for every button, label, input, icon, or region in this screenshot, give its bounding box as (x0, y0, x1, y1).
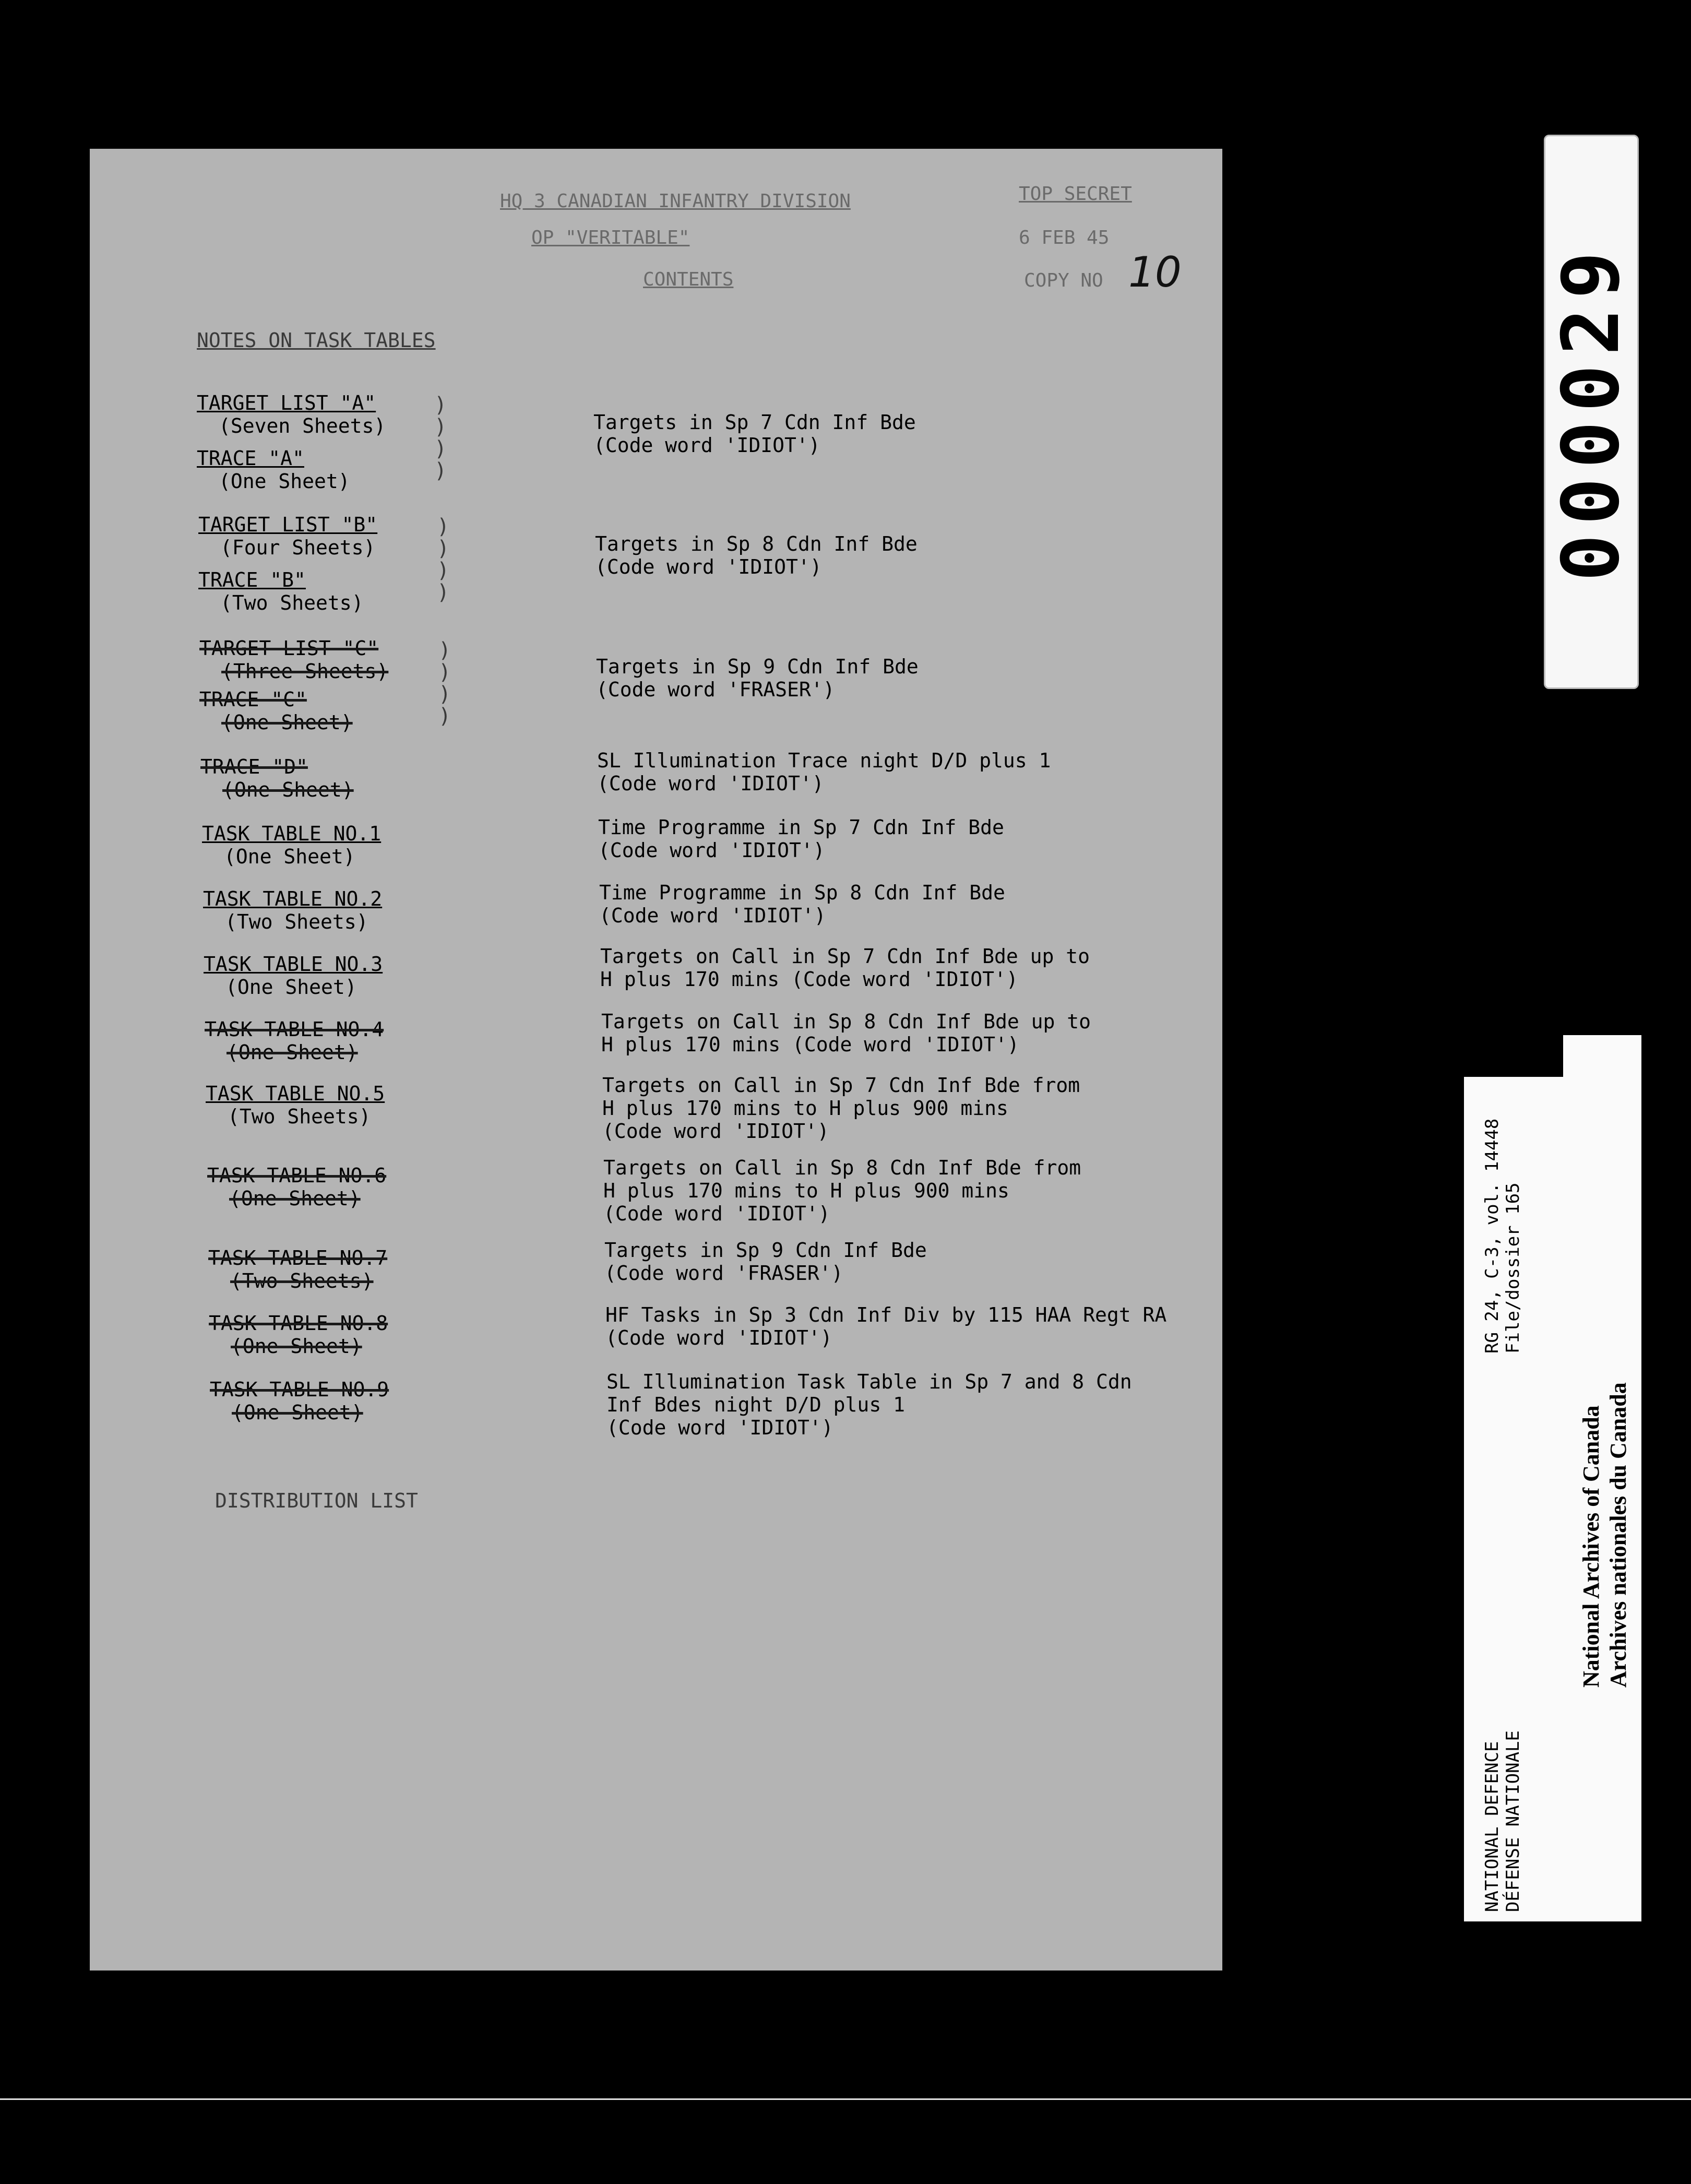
description-line: Inf Bdes night D/D plus 1 (606, 1393, 905, 1416)
trace-b-sheets: (Two Sheets) (220, 591, 364, 614)
target-list-b-sheets: (Four Sheets) (220, 536, 376, 559)
description-line: H plus 170 mins to H plus 900 mins (603, 1179, 1009, 1202)
description-line: Targets on Call in Sp 7 Cdn Inf Bde from (602, 1074, 1080, 1097)
entry-task-table-6 (207, 1164, 479, 1210)
description-line: SL Illumination Trace night D/D plus 1 (597, 749, 1051, 772)
archives-name-fr: Archives nationales du Canada (1605, 1382, 1631, 1688)
description-line: (Code word 'IDIOT') (593, 434, 820, 457)
entry-task-table-2-description (599, 881, 1225, 927)
entry-task-table-5 (206, 1082, 477, 1128)
description-line: (Code word 'IDIOT') (598, 839, 825, 862)
frame-number-stamp (1544, 135, 1639, 689)
description-line: (Code word 'IDIOT') (597, 772, 824, 795)
entry-task-table-2 (203, 887, 474, 933)
description-line: (Code word 'IDIOT') (595, 555, 822, 578)
entry-sheets: (One Sheet) (229, 1187, 361, 1210)
entry-task-table-1 (202, 822, 473, 868)
description-line: H plus 170 mins (Code word 'IDIOT') (600, 968, 1018, 991)
group-a-description (593, 411, 1220, 457)
entry-task-table-7 (208, 1247, 480, 1292)
frame-number: 000029 (1546, 242, 1637, 581)
entry-name: TASK TABLE NO.3 (204, 953, 383, 976)
department-line-1: NATIONAL DEFENCE (1482, 1741, 1503, 1912)
description-line: Targets in Sp 8 Cdn Inf Bde (595, 532, 918, 555)
description-line: Targets in Sp 9 Cdn Inf Bde (596, 655, 919, 678)
department-line-2: DÉFENSE NATIONALE (1503, 1730, 1523, 1912)
distribution-list-heading: DISTRIBUTION LIST (215, 1489, 418, 1512)
target-list-c-sheets: (Three Sheets) (221, 660, 389, 683)
group-c-description (596, 655, 1222, 701)
description-line: Targets in Sp 9 Cdn Inf Bde (604, 1239, 927, 1262)
reference-line-1: RG 24, C-3, vol. 14448 (1482, 1118, 1503, 1354)
entry-name: TRACE "D" (200, 755, 308, 778)
description-line: (Code word 'FRASER') (596, 678, 835, 701)
trace-a: TRACE "A" (197, 447, 304, 470)
target-list-c: TARGET LIST "C" (199, 637, 379, 660)
description-line: (Code word 'FRASER') (604, 1262, 843, 1285)
frame-divider-line (0, 2098, 1691, 2100)
target-list-a-sheets: (Seven Sheets) (219, 414, 386, 437)
entry-name: TASK TABLE NO.8 (209, 1312, 388, 1335)
description-line: SL Illumination Task Table in Sp 7 and 8 Cdn (606, 1370, 1132, 1393)
trace-c-sheets: (One Sheet) (221, 711, 353, 734)
archives-name-en: National Archives of Canada (1578, 1405, 1604, 1688)
document-sheet (90, 149, 1222, 1971)
contents-title: CONTENTS (643, 269, 734, 290)
entry-name: TASK TABLE NO.2 (203, 887, 383, 910)
entry-task-table-9 (210, 1378, 481, 1424)
target-list-a: TARGET LIST "A" (197, 391, 376, 414)
trace-a-sheets: (One Sheet) (219, 470, 350, 493)
entry-task-table-9-description (606, 1370, 1233, 1439)
entry-task-table-6-description (603, 1156, 1230, 1225)
description-line: Targets on Call in Sp 8 Cdn Inf Bde from (603, 1156, 1081, 1179)
target-list-b: TARGET LIST "B" (198, 513, 378, 536)
description-line: (Code word 'IDIOT') (605, 1326, 832, 1349)
entry-trace-d-description (597, 749, 1223, 795)
entry-sheets: (One Sheet) (224, 845, 355, 868)
trace-b: TRACE "B" (198, 568, 306, 591)
description-line: Time Programme in Sp 7 Cdn Inf Bde (598, 816, 1004, 839)
description-line: HF Tasks in Sp 3 Cdn Inf Div by 115 HAA Regt RA (605, 1303, 1167, 1326)
entry-name: TASK TABLE NO.5 (206, 1082, 385, 1105)
classification: TOP SECRET (1019, 183, 1132, 205)
entry-name: TASK TABLE NO.4 (205, 1018, 384, 1041)
group-c-bracket: ) ) ) ) (438, 638, 451, 728)
description-line: Time Programme in Sp 8 Cdn Inf Bde (599, 881, 1005, 904)
entry-sheets: (One Sheet) (231, 1335, 362, 1358)
group-a-left (197, 391, 468, 493)
entry-sheets: (One Sheet) (227, 1041, 358, 1064)
entry-task-table-5-description (602, 1074, 1229, 1143)
entry-task-table-3 (204, 953, 475, 999)
archives-name-label (1563, 1035, 1641, 1921)
entry-sheets: (One Sheet) (222, 778, 354, 801)
entry-sheets: (Two Sheets) (230, 1269, 374, 1292)
reference-line-2: File/dossier 165 (1503, 1182, 1523, 1354)
description-line: Targets in Sp 7 Cdn Inf Bde (593, 411, 916, 434)
description-line: Targets on Call in Sp 8 Cdn Inf Bde up to (601, 1010, 1091, 1033)
entry-task-table-4-description (601, 1010, 1228, 1056)
description-line: Targets on Call in Sp 7 Cdn Inf Bde up to (600, 945, 1090, 968)
entry-name: TASK TABLE NO.1 (202, 822, 382, 845)
description-line: H plus 170 mins (Code word 'IDIOT') (601, 1033, 1019, 1056)
group-a-bracket: ) ) ) ) (434, 393, 447, 483)
copy-number: 10 (1128, 248, 1182, 296)
group-b-description (595, 532, 1221, 578)
entry-trace-d (200, 755, 472, 801)
group-c-left (199, 637, 471, 734)
group-b-left (198, 513, 470, 614)
description-line: (Code word 'IDIOT') (603, 1202, 830, 1225)
document-date: 6 FEB 45 (1019, 227, 1110, 248)
entry-name: TASK TABLE NO.6 (207, 1164, 387, 1187)
description-line: (Code word 'IDIOT') (602, 1120, 829, 1143)
entry-sheets: (One Sheet) (232, 1401, 363, 1424)
entry-task-table-8 (209, 1312, 480, 1358)
description-line: H plus 170 mins to H plus 900 mins (602, 1097, 1008, 1120)
entry-name: TASK TABLE NO.9 (210, 1378, 389, 1401)
entry-task-table-7-description (604, 1239, 1231, 1285)
entry-task-table-1-description (598, 816, 1224, 862)
entry-task-table-4 (205, 1018, 476, 1064)
entry-name: TASK TABLE NO.7 (208, 1247, 388, 1269)
entry-sheets: (One Sheet) (225, 976, 357, 999)
description-line: (Code word 'IDIOT') (606, 1416, 833, 1439)
entry-task-table-8-description (605, 1303, 1232, 1349)
unit-heading: HQ 3 CANADIAN INFANTRY DIVISION (500, 191, 851, 212)
entry-sheets: (Two Sheets) (228, 1105, 371, 1128)
entry-sheets: (Two Sheets) (225, 910, 368, 933)
trace-c: TRACE "C" (199, 688, 307, 711)
copy-label: COPY NO (1024, 270, 1103, 291)
group-b-bracket: ) ) ) ) (437, 515, 450, 604)
operation-title: OP "VERITABLE" (531, 227, 690, 248)
entry-task-table-3-description (600, 945, 1226, 991)
notes-title: NOTES ON TASK TABLES (197, 329, 436, 352)
description-line: (Code word 'IDIOT') (599, 904, 826, 927)
archive-reference-label (1464, 1077, 1563, 1921)
